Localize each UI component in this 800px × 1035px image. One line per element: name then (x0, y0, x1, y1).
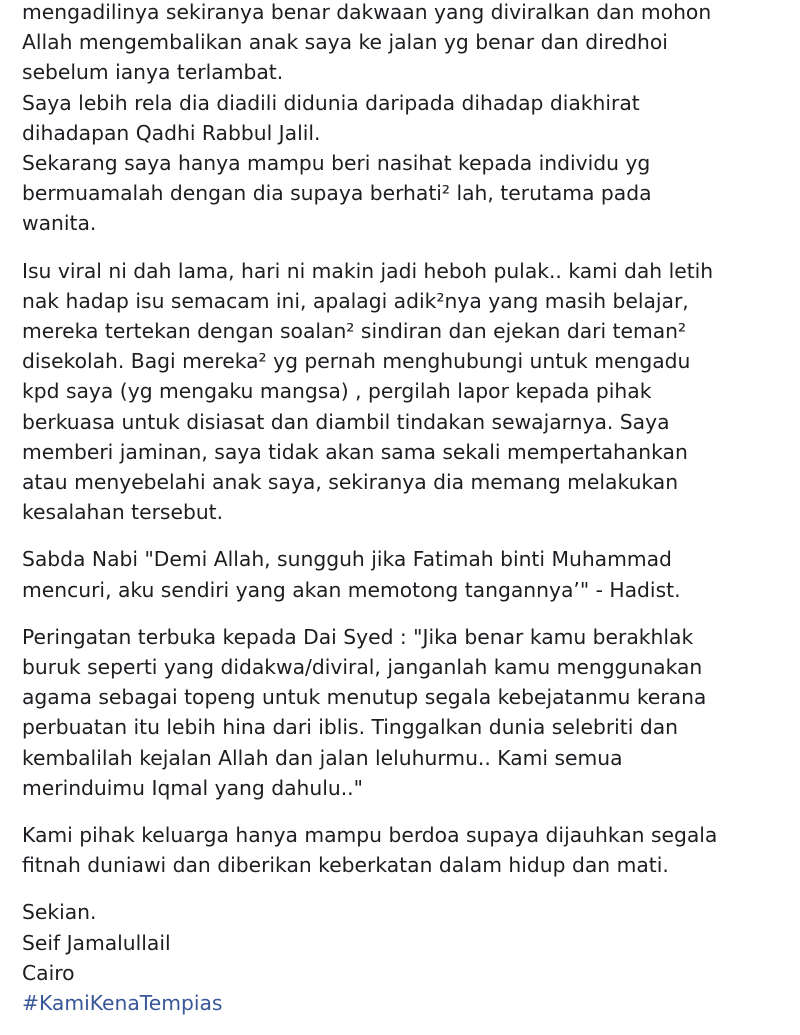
text-line: fitnah duniawi dan diberikan keberkatan dalam hidup dan mati. (22, 853, 669, 878)
text-line: Sekarang saya hanya mampu beri nasihat kepada individu yg (22, 151, 651, 176)
text-line: Kami pihak keluarga hanya mampu berdoa supaya dijauhkan segala (22, 823, 718, 848)
hashtag-link[interactable]: #KamiKenaTempias (22, 991, 223, 1016)
text-line: merinduimu Iqmal yang dahulu.." (22, 775, 363, 800)
paragraph (22, 544, 792, 604)
paragraph (22, 0, 792, 239)
text-line: mencuri, aku sendiri yang akan memotong tangannya’" - Hadist. (22, 577, 681, 602)
text-line: Sabda Nabi "Demi Allah, sungguh jika Fatimah binti Muhammad (22, 547, 672, 572)
text-line: dihadapan Qadhi Rabbul Jalil. (22, 120, 321, 145)
text-line: kesalahan tersebut. (22, 500, 224, 525)
text-line: atau menyebelahi anak saya, sekiranya dia memang melakukan (22, 470, 679, 495)
text-line: perbuatan itu lebih hina dari iblis. Tinggalkan dunia selebriti dan (22, 715, 678, 740)
text-line: sebelum ianya terlambat. (22, 60, 284, 85)
paragraph (22, 622, 792, 803)
text-line: kpd saya (yg mengaku mangsa) , pergilah lapor kepada pihak (22, 379, 652, 404)
text-line: bermuamalah dengan dia supaya berhati² lah, terutama pada (22, 181, 652, 206)
text-line: memberi jaminan, saya tidak akan sama sekali mempertahankan (22, 439, 688, 464)
author-name: Seif Jamalullail (22, 930, 171, 955)
text-line: agama sebagai topeng untuk menutup segala kebejatanmu kerana (22, 685, 707, 710)
signoff (22, 897, 792, 1018)
text-line: berkuasa untuk disiasat dan diambil tindakan sewajarnya. Saya (22, 409, 670, 434)
text-line: mereka tertekan dengan soalan² sindiran dan ejekan dari teman² (22, 319, 687, 344)
text-line: Allah mengembalikan anak saya ke jalan yg benar dan diredhoi (22, 30, 668, 55)
text-line: wanita. (22, 211, 97, 236)
author-location: Cairo (22, 960, 75, 985)
paragraph (22, 256, 792, 528)
text-line: nak hadap isu semacam ini, apalagi adik²nya yang masih belajar, (22, 288, 689, 313)
text-line: Isu viral ni dah lama, hari ni makin jadi heboh pulak.. kami dah letih (22, 258, 714, 283)
text-line: Saya lebih rela dia diadili didunia daripada dihadap diakhirat (22, 90, 640, 115)
text-line: disekolah. Bagi mereka² yg pernah menghubungi untuk mengadu (22, 349, 691, 374)
text-line: Peringatan terbuka kepada Dai Syed : "Jika benar kamu berakhlak (22, 624, 694, 649)
text-line: kembalilah kejalan Allah dan jalan leluhurmu.. Kami semua (22, 745, 623, 770)
post-text (22, 0, 792, 1035)
closing-text: Sekian. (22, 900, 97, 925)
paragraph (22, 820, 792, 880)
text-line: mengadilinya sekiranya benar dakwaan yang diviralkan dan mohon (22, 0, 712, 24)
text-line: buruk seperti yang didakwa/diviral, janganlah kamu menggunakan (22, 655, 703, 680)
